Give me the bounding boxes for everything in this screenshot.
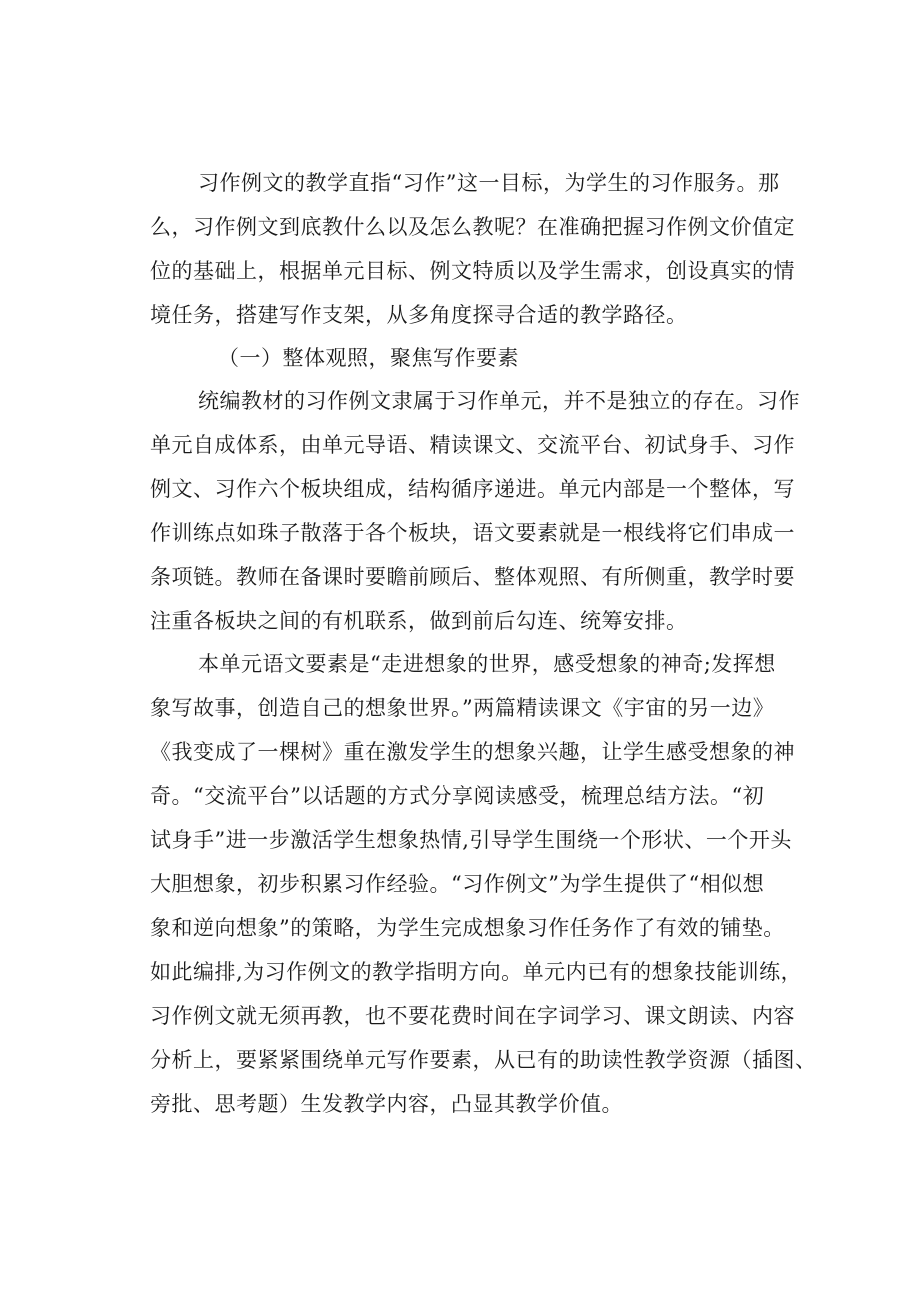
paragraph-3-line-6: 大胆想象，初步积累习作经验。“习作例文”为学生提供了“相似想 xyxy=(150,872,765,896)
paragraph-2-line-3: 例文、习作六个板块组成，结构循序递进。单元内部是一个整体，写 xyxy=(150,477,795,501)
paragraph-3-line-5: 试身手”进一步激活学生想象热情,引导学生围绕一个形状、一个开头 xyxy=(150,828,792,852)
paragraph-3-line-11: 旁批、思考题）生发教学内容，凸显其教学价值。 xyxy=(150,1092,623,1116)
paragraph-3-line-10: 分析上，要紧紧围绕单元写作要素，从已有的助读性教学资源（插图、 xyxy=(150,1048,817,1072)
paragraph-3-line-7: 象和逆向想象”的策略，为学生完成想象习作任务作了有效的铺垫。 xyxy=(150,916,785,940)
paragraph-3-line-1: 本单元语文要素是“走进想象的世界，感受想象的神奇;发挥想 xyxy=(198,652,776,676)
paragraph-1-line-4: 境任务，搭建写作支架，从多角度探寻合适的教学路径。 xyxy=(150,303,688,327)
paragraph-3-line-2: 象写故事，创造自己的想象世界。”两篇精读课文《宇宙的另一边》 xyxy=(150,696,775,720)
paragraph-3-line-8: 如此编排,为习作例文的教学指明方向。单元内已有的想象技能训练， xyxy=(150,960,803,984)
paragraph-3-line-9: 习作例文就无须再教，也不要花费时间在字词学习、课文朗读、内容 xyxy=(150,1004,795,1028)
paragraph-2-line-5: 条项链。教师在备课时要瞻前顾后、整体观照、有所侧重，教学时要 xyxy=(150,565,795,589)
paragraph-1-line-1: 习作例文的教学直指“习作”这一目标，为学生的习作服务。那 xyxy=(198,171,780,195)
paragraph-1-line-3: 位的基础上，根据单元目标、例文特质以及学生需求，创设真实的情 xyxy=(150,259,795,283)
paragraph-2-line-4: 作训练点如珠子散落于各个板块，语文要素就是一根线将它们串成一 xyxy=(150,521,795,545)
paragraph-1-line-2: 么，习作例文到底教什么以及怎么教呢？在准确把握习作例文价值定 xyxy=(150,215,795,239)
section-heading: （一）整体观照，聚焦写作要素 xyxy=(218,346,519,370)
paragraph-2-line-1: 统编教材的习作例文隶属于习作单元，并不是独立的存在。习作 xyxy=(198,389,800,413)
paragraph-2-line-6: 注重各板块之间的有机联系，做到前后勾连、统筹安排。 xyxy=(150,609,688,633)
paragraph-3-line-4: 奇。“交流平台”以话题的方式分享阅读感受，梳理总结方法。“初 xyxy=(150,784,765,808)
paragraph-2-line-2: 单元自成体系，由单元导语、精读课文、交流平台、初试身手、习作 xyxy=(150,433,795,457)
paragraph-3-line-3: 《我变成了一棵树》重在激发学生的想象兴趣，让学生感受想象的神 xyxy=(150,740,795,764)
